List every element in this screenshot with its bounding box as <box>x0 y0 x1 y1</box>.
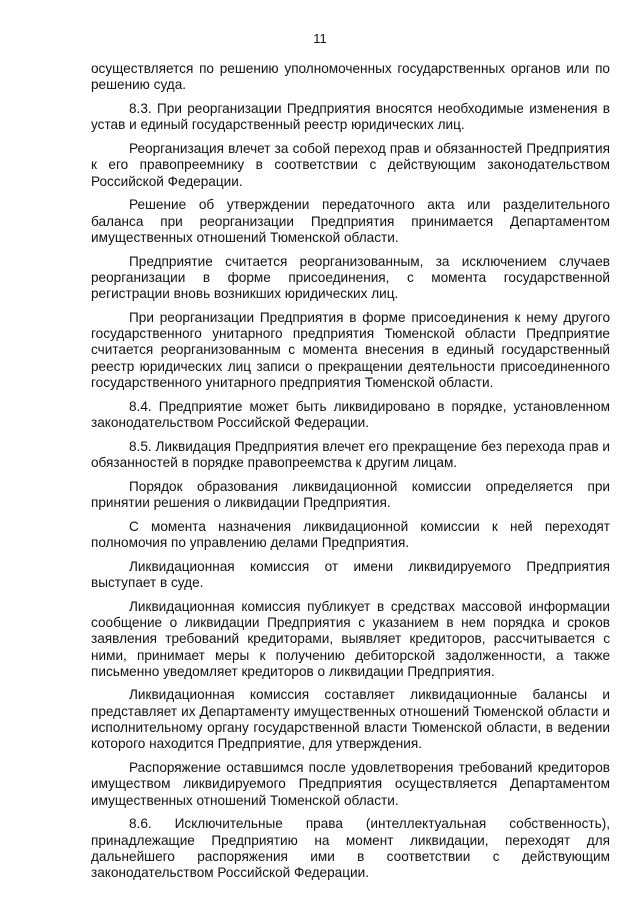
paragraph: Ликвидационная комиссия составляет ликвидационные балансы и представляет их Департаменту имущественных отношений Тюменской области и исполнительному органу государственной власти Тюменской области, в ведении которого находится Предприятие, для утверждения. <box>91 687 610 752</box>
paragraph-8-4: 8.4. Предприятие может быть ликвидировано в порядке, установленном законодательством Российской Федерации. <box>91 398 610 430</box>
paragraph: Решение об утверждении передаточного акта или разделительного баланса при реорганизации Предприятия принимается Департаментом имущественных отношений Тюменской области. <box>91 197 610 245</box>
paragraph: Ликвидационная комиссия от имени ликвидируемого Предприятия выступает в суде. <box>91 558 610 590</box>
paragraph: Предприятие считается реорганизованным, за исключением случаев реорганизации в форме присоединения, с момента государственной регистрации вновь возникших юридических лиц. <box>91 253 610 302</box>
document-body <box>91 61 610 889</box>
paragraph-8-6: 8.6. Исключительные права (интеллектуальная собственность), принадлежащие Предприятию на момент ликвидации, переходят для дальнейшего распоряжения ими в соответствии с действующим законодательством Российской Федерации. <box>91 816 610 881</box>
paragraph: Порядок образования ликвидационной комиссии определяется при принятии решения о ликвидации Предприятия. <box>91 478 610 510</box>
paragraph: Реорганизация влечет за собой переход прав и обязанностей Предприятия к его правопреемнику в соответствии с действующим законодательством Российской Федерации. <box>91 140 610 189</box>
paragraph-8-5: 8.5. Ликвидация Предприятия влечет его прекращение без перехода прав и обязанностей в порядке правопреемства к другим лицам. <box>91 438 610 470</box>
paragraph: С момента назначения ликвидационной комиссии к ней переходят полномочия по управлению делами Предприятия. <box>91 518 610 550</box>
paragraph: Ликвидационная комиссия публикует в средствах массовой информации сообщение о ликвидации Предприятия с указанием в нем порядка и сроков заявления требований кредиторами, выявляет кредиторов, рассчитывается с ними, принимает меры к получению дебиторской задолженности, а также письменно уведомляет кредиторов о ликвидации Предприятия. <box>91 598 610 679</box>
page-number: 11 <box>313 31 327 46</box>
paragraph: При реорганизации Предприятия в форме присоединения к нему другого государственного унитарного предприятия Тюменской области Предприятие считается реорганизованным с момента внесения в единый государственный реестр юридических лиц записи о прекращении деятельности присоединенного государственного унитарного предприятия Тюменской области. <box>91 309 610 390</box>
paragraph-continuation: осуществляется по решению уполномоченных государственных органов или по решению суда. <box>91 61 610 93</box>
paragraph-8-3: 8.3. При реорганизации Предприятия вносятся необходимые изменения в устав и единый государственный реестр юридических лиц. <box>91 100 610 133</box>
paragraph: Распоряжение оставшимся после удовлетворения требований кредиторов имуществом ликвидируемого Предприятия осуществляется Департаментом имущественных отношений Тюменской области. <box>91 760 610 808</box>
